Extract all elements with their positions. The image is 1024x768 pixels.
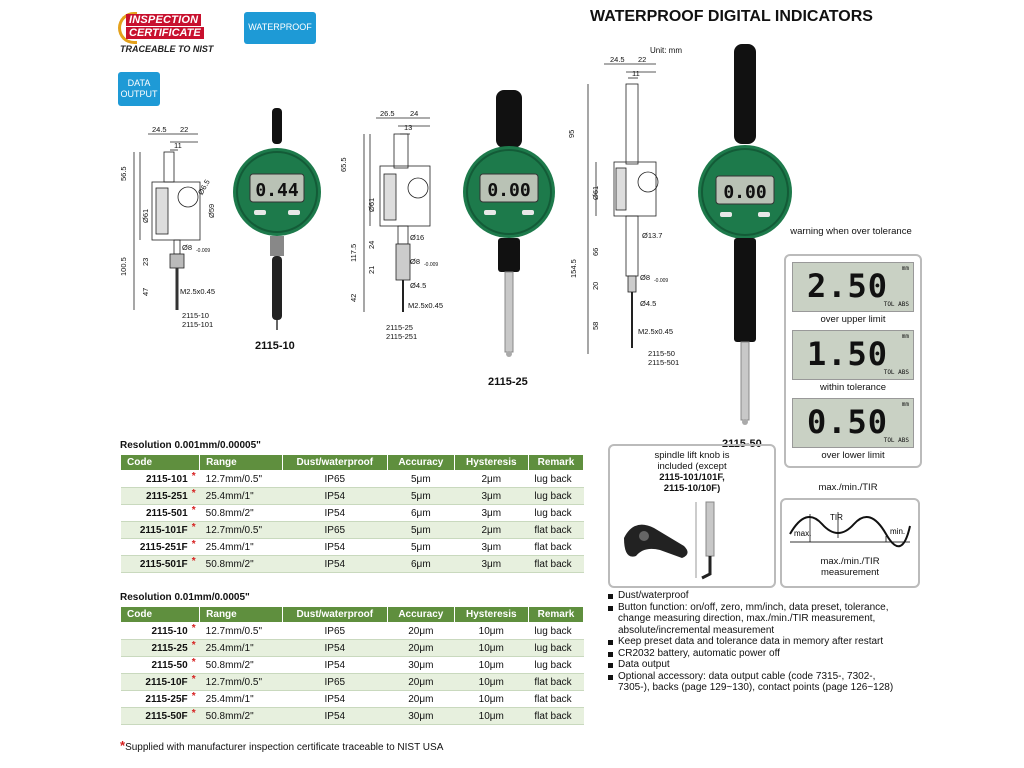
indicator-product-2115-50: [696, 42, 796, 436]
table-header-row: [121, 455, 584, 471]
lcd-caption-upper: over upper limit: [820, 314, 886, 325]
dim-d2-w2: 24: [410, 109, 419, 118]
dim-d2-thread: M2.5x0.45: [408, 301, 444, 310]
dial-button-right: [758, 212, 770, 217]
lcd-tol: TOL ABS: [883, 369, 909, 376]
cell-hysteresis: 3μm: [454, 556, 528, 573]
indicator-cap: [734, 44, 756, 144]
dim-d1-dia59: Ø59: [207, 203, 216, 218]
table-header-row: [121, 607, 584, 623]
cert-logo-line1: INSPECTION: [126, 14, 201, 26]
cell-hysteresis: 10μm: [454, 640, 528, 657]
certificate-star: *: [191, 674, 196, 685]
stem: [498, 238, 520, 272]
spindle-text-line1: spindle lift knob is: [654, 450, 730, 461]
dim-d1-dia6-5: Ø6.5: [195, 177, 212, 197]
cell-accuracy: 30μm: [388, 657, 455, 674]
dim-d3-h4: 20: [591, 281, 600, 290]
tir-min-label: min.: [890, 527, 906, 536]
cell-hysteresis: 10μm: [454, 708, 528, 725]
cell-accuracy: 20μm: [388, 674, 455, 691]
cell-range: 12.7mm/0.5": [200, 674, 282, 691]
cell-accuracy: 5μm: [388, 471, 455, 488]
product-label-2115-10: 2115-10: [255, 340, 295, 352]
cell-code: [121, 556, 200, 573]
feature-item: Button function: on/off, zero, mm/inch, data preset, tolerance, change measuring direction, max./min./TIR measurement, absolute/incremental measurement: [606, 602, 906, 637]
cell-protection: IP65: [282, 623, 388, 640]
waterproof-badge: WATERPROOF: [244, 12, 316, 44]
dim-d3-h1: 95: [567, 129, 576, 138]
indicator-cap: [272, 108, 282, 144]
lcd-value: 0.50: [807, 403, 889, 441]
cell-accuracy: 20μm: [388, 623, 455, 640]
cell-range: 50.8mm/2": [200, 708, 282, 725]
cell-range: 12.7mm/0.5": [200, 471, 282, 488]
lcd-reading: 0.00: [487, 180, 531, 201]
spindle-text-line3: 2115-101/101F,: [659, 472, 725, 483]
tir-max-label: max.: [794, 529, 812, 538]
cell-code: [121, 505, 200, 522]
dim-d3-dia4-5: Ø4.5: [640, 299, 657, 308]
dim-d3-h3: 66: [591, 247, 600, 256]
dim-d1-w1: 24.5: [152, 125, 167, 134]
col-dustwaterproof: Dust/waterproof: [282, 607, 388, 623]
cell-hysteresis: 3μm: [454, 539, 528, 556]
code-text: 2115-10F: [145, 676, 188, 688]
spindle-lift-knob-box: [608, 444, 776, 588]
stem: [734, 238, 756, 342]
dial-button-left: [720, 212, 732, 217]
footnote-text: Supplied with manufacturer inspection certificate traceable to NIST USA: [125, 742, 444, 753]
certificate-star: *: [191, 488, 196, 499]
spec-table-standard-resolution: [120, 606, 584, 725]
table1-title: Resolution 0.001mm/0.00005": [120, 440, 261, 451]
lcd-tol: TOL ABS: [883, 437, 909, 444]
cell-range: 25.4mm/1": [200, 539, 282, 556]
table-row: [121, 708, 584, 725]
cell-range: 50.8mm/2": [200, 657, 282, 674]
cell-code: [121, 640, 200, 657]
indicator-product-2115-25: [460, 88, 558, 368]
spindle-text-line2: included (except: [657, 461, 727, 472]
code-text: 2115-251: [145, 490, 188, 502]
dim-d1-thread: M2.5x0.45: [180, 287, 216, 296]
dim-d2-h1: 65.5: [339, 157, 348, 172]
spindle: [741, 342, 749, 420]
cell-code: [121, 708, 200, 725]
certificate-star: *: [191, 623, 196, 634]
spec-table-high-resolution: [120, 454, 584, 573]
cell-remark: lug back: [528, 488, 583, 505]
tir-wave-diagram: [786, 504, 914, 552]
code-text: 2115-501F: [139, 558, 188, 570]
col-hysteresis: Hysteresis: [454, 455, 528, 471]
cell-code: [121, 674, 200, 691]
cell-protection: IP54: [282, 556, 388, 573]
cell-range: 12.7mm/0.5": [200, 623, 282, 640]
cert-logo-line3: TRACEABLE TO NIST: [120, 44, 214, 54]
unit-label: Unit: mm: [650, 46, 682, 55]
lcd-caption-lower: over lower limit: [821, 450, 885, 461]
certificate-star: *: [191, 708, 196, 719]
product-label-2115-50: 2115-50: [722, 438, 762, 450]
cell-hysteresis: 2μm: [454, 471, 528, 488]
dim-d2-code2: 2115-251: [386, 332, 418, 340]
table-row: [121, 522, 584, 539]
dial-button-right: [522, 210, 534, 215]
dial-button-left: [254, 210, 266, 215]
dim-d1-dia8: Ø8: [182, 243, 193, 252]
table2-title: Resolution 0.01mm/0.0005": [120, 592, 250, 603]
code-text: 2115-25: [151, 642, 188, 654]
lcd-value: 2.50: [807, 267, 889, 305]
cell-code: [121, 539, 200, 556]
spindle-knob-illustration: [614, 498, 770, 582]
stem: [270, 236, 284, 256]
col-range: Range: [200, 455, 282, 471]
dim-d1-h4: 47: [141, 287, 150, 296]
dim-d2-h5: 42: [349, 293, 358, 302]
cell-code: [121, 522, 200, 539]
cell-protection: IP54: [282, 708, 388, 725]
cell-remark: lug back: [528, 505, 583, 522]
cell-protection: IP65: [282, 522, 388, 539]
dim-d3-w1: 24.5: [610, 55, 625, 64]
col-code: Code: [121, 455, 200, 471]
code-text: 2115-101F: [139, 524, 188, 536]
col-accuracy: Accuracy: [388, 607, 455, 623]
cert-logo-line2: CERTIFICATE: [126, 27, 204, 39]
table-row: [121, 674, 584, 691]
dim-d1-code2: 2115-101: [182, 320, 214, 329]
feature-item: Data output: [606, 659, 906, 671]
lcd-screen-within: [792, 330, 914, 380]
lcd-unit: mm: [901, 333, 909, 340]
table-row: [121, 657, 584, 674]
cell-remark: flat back: [528, 674, 583, 691]
dim-d2-h4: 24: [367, 240, 376, 249]
code-text: 2115-101: [145, 473, 188, 485]
col-accuracy: Accuracy: [388, 455, 455, 471]
code-text: 2115-25F: [145, 693, 188, 705]
table-row: [121, 556, 584, 573]
cell-hysteresis: 10μm: [454, 657, 528, 674]
cell-range: 50.8mm/2": [200, 556, 282, 573]
dim-d3-w3: 11: [632, 69, 640, 78]
certificate-star: *: [191, 640, 196, 651]
code-text: 2115-10: [151, 625, 188, 637]
certificate-star: *: [191, 657, 196, 668]
measurement-title: max./min./TIR: [818, 482, 878, 493]
dim-d1-code1: 2115-10: [182, 311, 209, 320]
table-row: [121, 640, 584, 657]
dimension-drawing-2115-10: [112, 122, 232, 337]
lcd-reading: 0.00: [723, 182, 767, 203]
measurement-caption2: measurement: [820, 567, 880, 578]
tolerance-warning-panel: [784, 254, 922, 468]
col-hysteresis: Hysteresis: [454, 607, 528, 623]
cell-remark: flat back: [528, 539, 583, 556]
dim-d1-h2: 100.5: [119, 257, 128, 276]
dim-d1-w2: 22: [180, 125, 189, 134]
cell-code: [121, 623, 200, 640]
cell-protection: IP65: [282, 471, 388, 488]
col-range: Range: [200, 607, 282, 623]
cell-protection: IP54: [282, 657, 388, 674]
code-text: 2115-50: [151, 659, 188, 671]
cell-hysteresis: 3μm: [454, 505, 528, 522]
feature-list: [606, 590, 906, 694]
table-row: [121, 505, 584, 522]
lcd-reading: 0.44: [255, 180, 299, 201]
cell-protection: IP54: [282, 539, 388, 556]
page-title: WATERPROOF DIGITAL INDICATORS: [590, 8, 873, 25]
cell-remark: lug back: [528, 471, 583, 488]
cell-accuracy: 5μm: [388, 522, 455, 539]
table-row: [121, 691, 584, 708]
dim-d2-dia8: Ø8: [410, 257, 421, 266]
dim-d3-h2: 154.5: [569, 259, 578, 278]
spindle: [505, 272, 513, 352]
dimension-drawing-2115-50: [566, 54, 694, 376]
table-row: [121, 539, 584, 556]
feature-item: Optional accessory: data output cable (code 7315-, 7302-, 7305-), backs (page 129~130), contact points (page 126~128): [606, 671, 906, 694]
lcd-unit: mm: [901, 401, 909, 408]
cell-hysteresis: 3μm: [454, 488, 528, 505]
footnote-star: *: [120, 738, 126, 753]
dial-button-left: [484, 210, 496, 215]
tir-label: TIR: [830, 513, 843, 522]
lcd-unit: mm: [901, 265, 909, 272]
dim-d3-thread: M2.5x0.45: [638, 327, 674, 336]
dimension-drawing-2115-25: [338, 108, 462, 340]
footnote: [120, 738, 443, 753]
dim-d2-code1: 2115-25: [386, 323, 413, 332]
feature-item: Dust/waterproof: [606, 590, 906, 602]
cell-code: [121, 657, 200, 674]
dim-d2-h3: 21: [367, 265, 376, 274]
dim-d2-w1: 26.5: [380, 109, 395, 118]
cell-protection: IP54: [282, 691, 388, 708]
cell-remark: flat back: [528, 522, 583, 539]
cell-range: 25.4mm/1": [200, 691, 282, 708]
code-text: 2115-251F: [139, 541, 188, 553]
cell-protection: IP54: [282, 505, 388, 522]
data-output-badge: DATA OUTPUT: [118, 72, 160, 106]
dim-d2-h2: 117.5: [349, 243, 358, 262]
cell-accuracy: 20μm: [388, 691, 455, 708]
product-label-2115-25: 2115-25: [488, 376, 528, 388]
cell-hysteresis: 2μm: [454, 522, 528, 539]
col-dustwaterproof: Dust/waterproof: [282, 455, 388, 471]
cell-remark: flat back: [528, 708, 583, 725]
dim-d1-h1: 56.5: [119, 166, 128, 181]
cell-range: 25.4mm/1": [200, 640, 282, 657]
cell-accuracy: 5μm: [388, 488, 455, 505]
cell-accuracy: 6μm: [388, 556, 455, 573]
certificate-star: *: [191, 539, 196, 550]
dim-d3-code1: 2115-50: [648, 349, 675, 358]
cell-remark: flat back: [528, 556, 583, 573]
dim-d2-w3: 13: [404, 123, 413, 132]
dim-d2-tol: -0.009: [424, 262, 439, 268]
cell-remark: lug back: [528, 640, 583, 657]
lcd-caption-within: within tolerance: [819, 382, 886, 393]
dim-d1-h3: 23: [141, 257, 150, 266]
code-text: 2115-501: [145, 507, 188, 519]
dim-d3-h5: 58: [591, 321, 600, 330]
dim-d2-dia16: Ø16: [410, 233, 425, 242]
col-code: Code: [121, 607, 200, 623]
cell-accuracy: 6μm: [388, 505, 455, 522]
cell-hysteresis: 10μm: [454, 674, 528, 691]
table-row: [121, 471, 584, 488]
dim-d3-tol: -0.009: [654, 278, 669, 284]
dial-button-right: [288, 210, 300, 215]
cell-code: [121, 471, 200, 488]
cell-protection: IP54: [282, 488, 388, 505]
cell-protection: IP54: [282, 640, 388, 657]
dim-d2-dia4-5: Ø4.5: [410, 281, 427, 290]
cell-range: 12.7mm/0.5": [200, 522, 282, 539]
cell-hysteresis: 10μm: [454, 691, 528, 708]
dim-d1-tol: -0.009: [196, 248, 211, 254]
feature-item: Keep preset data and tolerance data in memory after restart: [606, 636, 906, 648]
lcd-panel-title: warning when over tolerance: [790, 226, 912, 237]
feature-item: CR2032 battery, automatic power off: [606, 648, 906, 660]
dim-d3-dia8: Ø8: [640, 273, 651, 282]
dim-d3-dia13-7: Ø13.7: [642, 231, 663, 240]
dim-d1-dia61: Ø61: [141, 208, 150, 223]
lcd-screen-upper: [792, 262, 914, 312]
cell-remark: lug back: [528, 657, 583, 674]
dim-d1-w3: 11: [174, 141, 182, 150]
cell-range: 50.8mm/2": [200, 505, 282, 522]
lcd-value: 1.50: [807, 335, 889, 373]
certificate-star: *: [191, 505, 196, 516]
dim-d3-code2: 2115-501: [648, 358, 680, 367]
cell-hysteresis: 10μm: [454, 623, 528, 640]
cell-remark: flat back: [528, 691, 583, 708]
dim-d3-w2: 22: [638, 55, 647, 64]
max-min-tir-box: [780, 498, 920, 588]
cell-code: [121, 488, 200, 505]
cell-code: [121, 691, 200, 708]
indicator-product-2115-10: [232, 106, 322, 332]
cell-accuracy: 5μm: [388, 539, 455, 556]
dim-d2-dia61: Ø61: [367, 197, 376, 212]
cell-range: 25.4mm/1": [200, 488, 282, 505]
lcd-tol: TOL ABS: [883, 301, 909, 308]
table-row: [121, 488, 584, 505]
spindle-text-line4: 2115-10/10F): [663, 483, 721, 494]
certificate-star: *: [191, 691, 196, 702]
cell-accuracy: 30μm: [388, 708, 455, 725]
certificate-star: *: [191, 522, 196, 533]
indicator-cap: [496, 90, 522, 148]
col-remark: Remark: [528, 455, 583, 471]
col-remark: Remark: [528, 607, 583, 623]
measurement-caption1: max./min./TIR: [820, 556, 880, 567]
cell-accuracy: 20μm: [388, 640, 455, 657]
cell-protection: IP65: [282, 674, 388, 691]
certificate-star: *: [191, 471, 196, 482]
certificate-star: *: [191, 556, 196, 567]
table-row: [121, 623, 584, 640]
cell-remark: lug back: [528, 623, 583, 640]
spindle-cap: [272, 256, 282, 320]
code-text: 2115-50F: [145, 710, 188, 722]
lcd-screen-lower: [792, 398, 914, 448]
dim-d3-dia61: Ø61: [591, 185, 600, 200]
